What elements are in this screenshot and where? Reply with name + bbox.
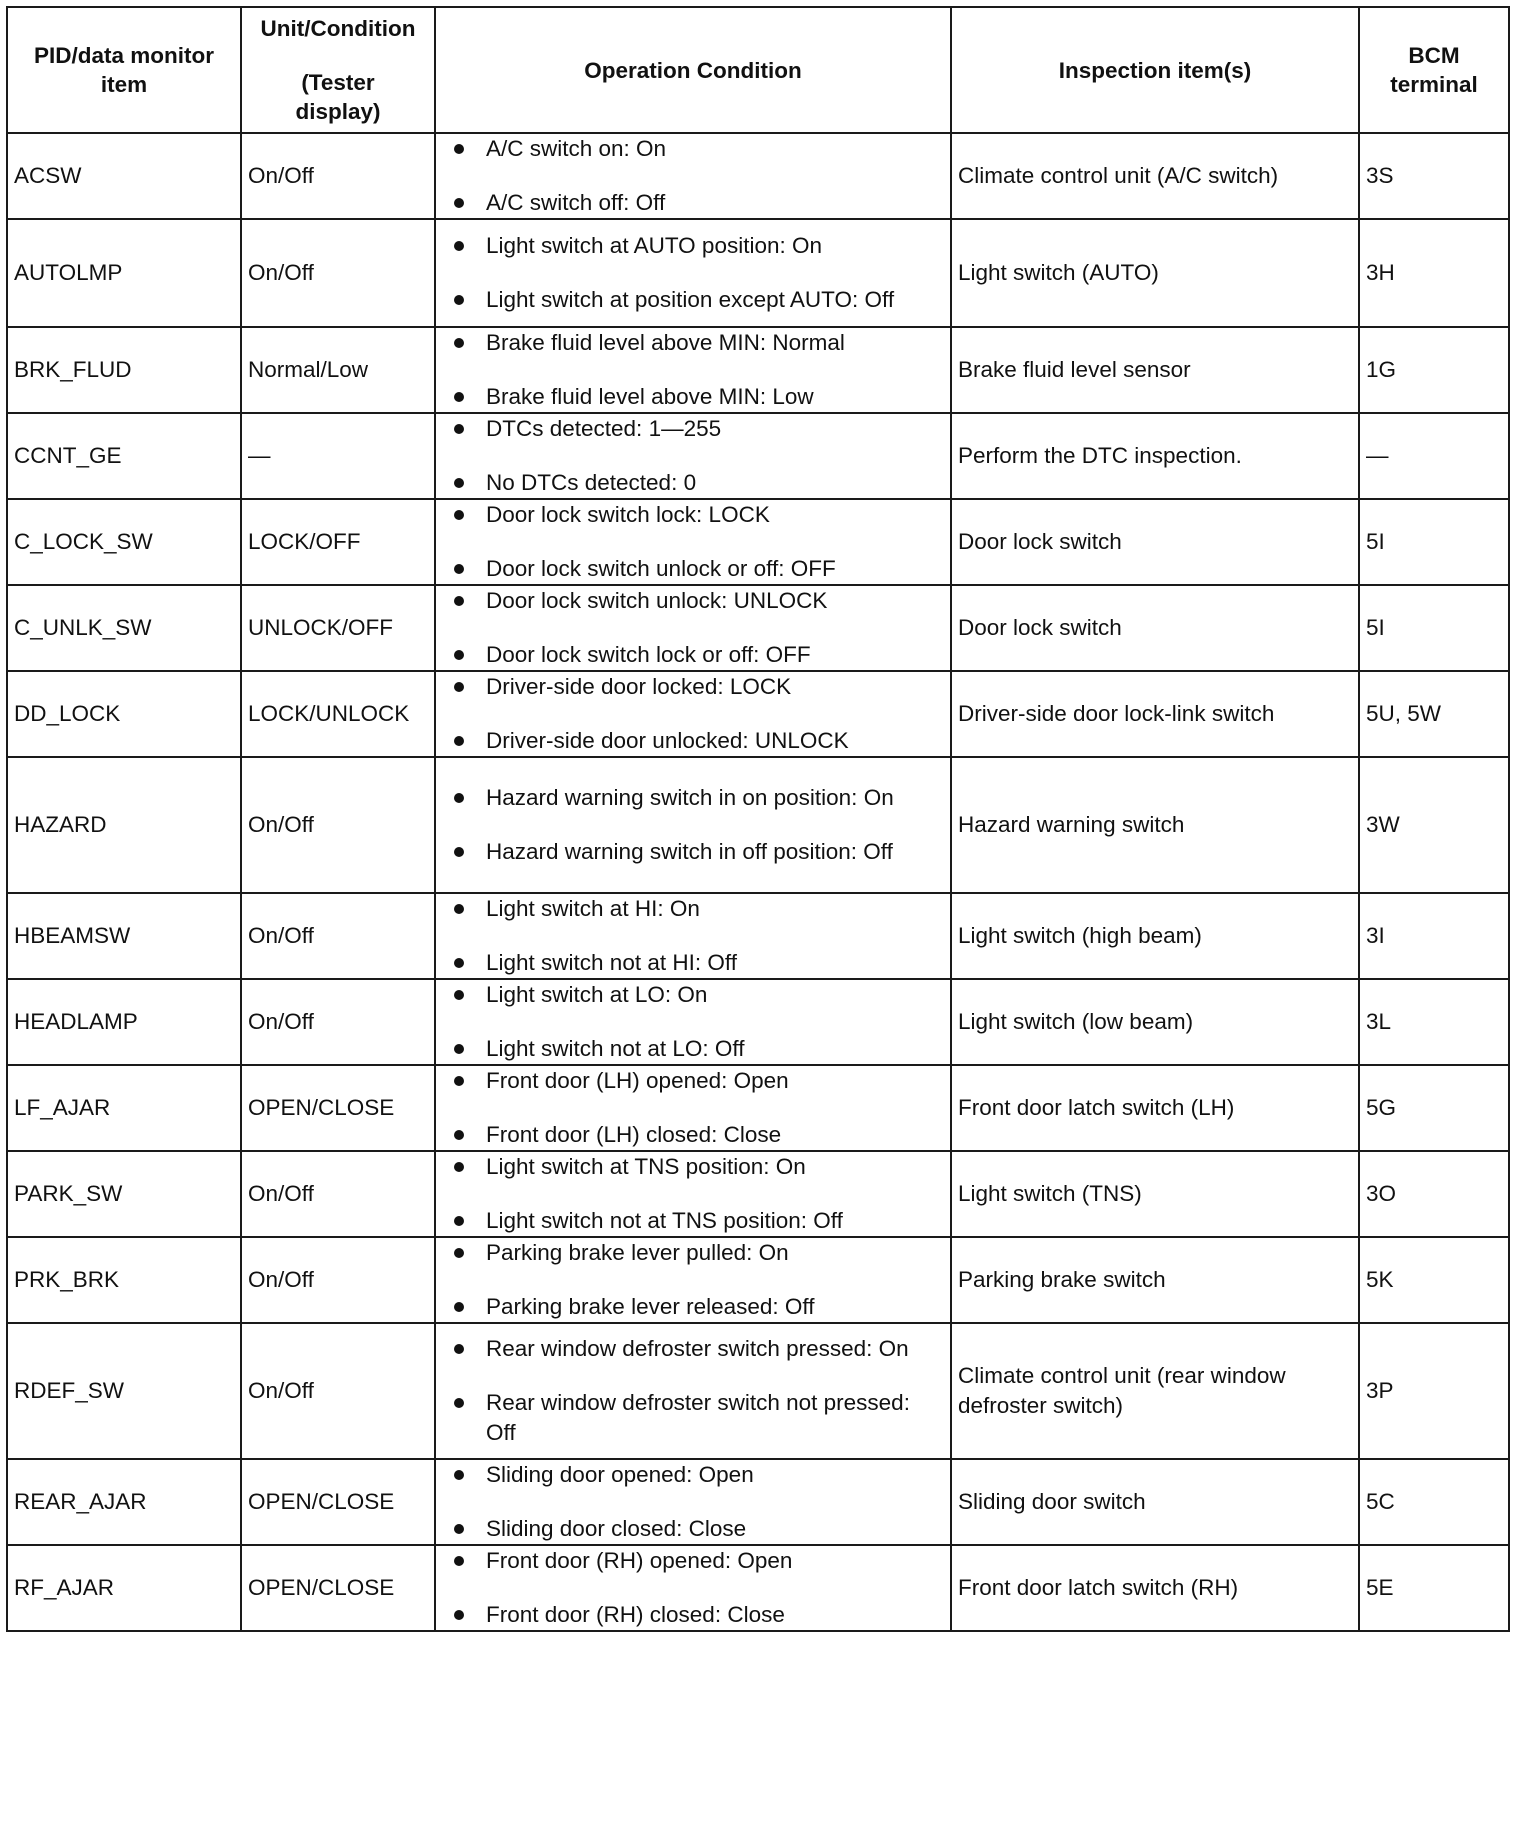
table-row [7,1237,1509,1323]
condition-item: Light switch at AUTO position: On [442,231,944,261]
pid-cell: C_UNLK_SW [7,585,241,671]
operation-condition-cell [435,1459,951,1545]
condition-list [442,980,944,1064]
unit-cell: LOCK/OFF [241,499,435,585]
inspection-cell: Sliding door switch [951,1459,1359,1545]
table-row [7,1151,1509,1237]
table-row [7,1323,1509,1459]
condition-list [442,894,944,978]
unit-cell: UNLOCK/OFF [241,585,435,671]
table-row [7,1065,1509,1151]
table-row [7,1459,1509,1545]
terminal-cell: 3S [1359,133,1509,219]
table-row [7,585,1509,671]
terminal-cell: 1G [1359,327,1509,413]
header-terminal-line-2: terminal [1390,72,1478,97]
header-row [7,7,1509,133]
terminal-cell: 3P [1359,1323,1509,1459]
pid-cell: HBEAMSW [7,893,241,979]
header-terminal [1359,7,1509,133]
inspection-cell: Hazard warning switch [951,757,1359,893]
condition-list [442,672,944,756]
header-unit-line-1: Unit/Condition [260,16,416,41]
terminal-cell: — [1359,413,1509,499]
header-unit [241,7,435,133]
terminal-cell: 5I [1359,499,1509,585]
condition-list [442,1460,944,1544]
operation-condition-cell [435,133,951,219]
table-row [7,979,1509,1065]
condition-item: Driver-side door unlocked: UNLOCK [442,726,944,756]
header-pid-line-2: item [100,72,148,97]
condition-item: Front door (RH) closed: Close [442,1600,944,1630]
terminal-cell: 5C [1359,1459,1509,1545]
header-inspection: Inspection item(s) [951,7,1359,133]
operation-condition-cell [435,1323,951,1459]
condition-item: Parking brake lever pulled: On [442,1238,944,1268]
inspection-cell: Front door latch switch (RH) [951,1545,1359,1631]
table-body [7,133,1509,1631]
table-row [7,1545,1509,1631]
unit-cell: Normal/Low [241,327,435,413]
pid-cell: DD_LOCK [7,671,241,757]
terminal-cell: 3O [1359,1151,1509,1237]
inspection-cell: Light switch (AUTO) [951,219,1359,327]
terminal-cell: 3H [1359,219,1509,327]
pid-cell: PRK_BRK [7,1237,241,1323]
header-pid [7,7,241,133]
unit-cell: OPEN/CLOSE [241,1545,435,1631]
condition-item: Door lock switch lock: LOCK [442,500,944,530]
pid-monitor-table [6,6,1510,1632]
inspection-cell: Light switch (high beam) [951,893,1359,979]
inspection-cell: Climate control unit (rear window defroster switch) [951,1323,1359,1459]
operation-condition-cell [435,757,951,893]
unit-cell: On/Off [241,219,435,327]
inspection-cell: Brake fluid level sensor [951,327,1359,413]
condition-item: A/C switch off: Off [442,188,944,218]
condition-list [442,1238,944,1322]
table-row [7,133,1509,219]
inspection-cell: Light switch (TNS) [951,1151,1359,1237]
unit-cell: On/Off [241,1237,435,1323]
condition-item: Door lock switch unlock: UNLOCK [442,586,944,616]
condition-item: Rear window defroster switch not pressed: Off [442,1388,944,1448]
terminal-cell: 3W [1359,757,1509,893]
condition-item: Door lock switch unlock or off: OFF [442,554,944,584]
pid-cell: LF_AJAR [7,1065,241,1151]
table-row [7,219,1509,327]
condition-item: Sliding door opened: Open [442,1460,944,1490]
operation-condition-cell [435,1237,951,1323]
pid-cell: C_LOCK_SW [7,499,241,585]
pid-cell: RF_AJAR [7,1545,241,1631]
inspection-cell: Climate control unit (A/C switch) [951,133,1359,219]
pid-cell: RDEF_SW [7,1323,241,1459]
condition-list [442,500,944,584]
operation-condition-cell [435,1065,951,1151]
condition-item: Brake fluid level above MIN: Low [442,382,944,412]
pid-cell: ACSW [7,133,241,219]
condition-list [442,1546,944,1630]
pid-cell: AUTOLMP [7,219,241,327]
operation-condition-cell [435,1545,951,1631]
pid-cell: HAZARD [7,757,241,893]
operation-condition-cell [435,979,951,1065]
condition-item: Light switch at LO: On [442,980,944,1010]
pid-cell: REAR_AJAR [7,1459,241,1545]
condition-list [442,414,944,498]
header-pid-line-1: PID/data monitor [33,43,214,68]
condition-item: Hazard warning switch in on position: On [442,783,944,813]
condition-list [442,1066,944,1150]
terminal-cell: 3I [1359,893,1509,979]
condition-list [442,783,944,867]
terminal-cell: 5K [1359,1237,1509,1323]
condition-item: Light switch not at TNS position: Off [442,1206,944,1236]
unit-cell: On/Off [241,1323,435,1459]
unit-cell: — [241,413,435,499]
table-row [7,671,1509,757]
condition-item: Rear window defroster switch pressed: On [442,1334,944,1364]
operation-condition-cell [435,413,951,499]
terminal-cell: 3L [1359,979,1509,1065]
table-row [7,413,1509,499]
terminal-cell: 5U, 5W [1359,671,1509,757]
header-unit-line-3: display) [295,99,381,124]
unit-cell: On/Off [241,133,435,219]
condition-list [442,231,944,315]
condition-list [442,586,944,670]
condition-item: A/C switch on: On [442,134,944,164]
pid-cell: BRK_FLUD [7,327,241,413]
operation-condition-cell [435,1151,951,1237]
condition-item: Sliding door closed: Close [442,1514,944,1544]
condition-item: Hazard warning switch in off position: Off [442,837,944,867]
operation-condition-cell [435,893,951,979]
condition-item: Driver-side door locked: LOCK [442,672,944,702]
header-operation: Operation Condition [435,7,951,133]
pid-cell: HEADLAMP [7,979,241,1065]
inspection-cell: Light switch (low beam) [951,979,1359,1065]
condition-item: Light switch at position except AUTO: Off [442,285,944,315]
header-terminal-line-1: BCM [1408,43,1460,68]
condition-item: Light switch not at HI: Off [442,948,944,978]
condition-item: Door lock switch lock or off: OFF [442,640,944,670]
inspection-cell: Door lock switch [951,499,1359,585]
condition-item: Front door (LH) closed: Close [442,1120,944,1150]
operation-condition-cell [435,671,951,757]
header-unit-line-2: (Tester [301,70,375,95]
condition-item: Front door (LH) opened: Open [442,1066,944,1096]
condition-item: Brake fluid level above MIN: Normal [442,328,944,358]
terminal-cell: 5G [1359,1065,1509,1151]
unit-cell: OPEN/CLOSE [241,1459,435,1545]
inspection-cell: Door lock switch [951,585,1359,671]
table-row [7,499,1509,585]
condition-item: DTCs detected: 1—255 [442,414,944,444]
table-row [7,327,1509,413]
inspection-cell: Front door latch switch (LH) [951,1065,1359,1151]
unit-cell: On/Off [241,757,435,893]
pid-monitor-table-container [6,6,1508,1632]
operation-condition-cell [435,585,951,671]
operation-condition-cell [435,499,951,585]
condition-item: Parking brake lever released: Off [442,1292,944,1322]
condition-item: Front door (RH) opened: Open [442,1546,944,1576]
condition-item: Light switch at TNS position: On [442,1152,944,1182]
condition-item: No DTCs detected: 0 [442,468,944,498]
inspection-cell: Driver-side door lock-link switch [951,671,1359,757]
unit-cell: On/Off [241,979,435,1065]
unit-cell: On/Off [241,893,435,979]
operation-condition-cell [435,327,951,413]
unit-cell: On/Off [241,1151,435,1237]
unit-cell: OPEN/CLOSE [241,1065,435,1151]
condition-list [442,1334,944,1448]
condition-item: Light switch at HI: On [442,894,944,924]
condition-list [442,134,944,218]
terminal-cell: 5I [1359,585,1509,671]
operation-condition-cell [435,219,951,327]
inspection-cell: Parking brake switch [951,1237,1359,1323]
unit-cell: LOCK/UNLOCK [241,671,435,757]
table-row [7,757,1509,893]
pid-cell: PARK_SW [7,1151,241,1237]
pid-cell: CCNT_GE [7,413,241,499]
condition-item: Light switch not at LO: Off [442,1034,944,1064]
terminal-cell: 5E [1359,1545,1509,1631]
condition-list [442,328,944,412]
condition-list [442,1152,944,1236]
table-row [7,893,1509,979]
inspection-cell: Perform the DTC inspection. [951,413,1359,499]
